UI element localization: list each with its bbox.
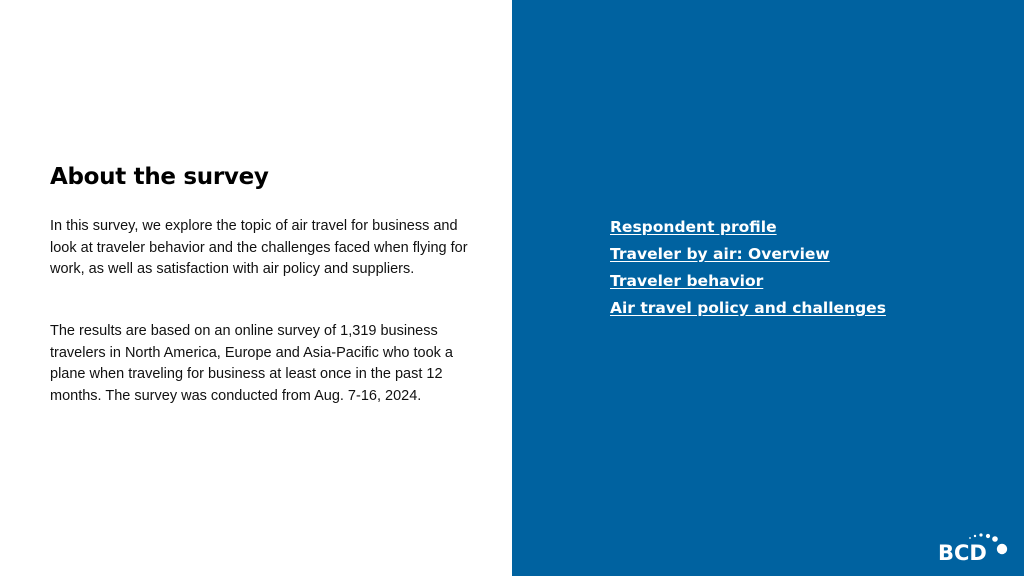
methodology-paragraph: The results are based on an online survey of 1,319 business travelers in North America, Europe and Asia-Pacific who took a plane when traveling for business at least once in the past 12 months. The survey was conducted from Aug. 7-16, 2024.	[50, 323, 453, 404]
section-link-item	[610, 272, 886, 299]
logo-text: BCD	[938, 541, 987, 562]
right-panel	[512, 0, 1024, 576]
link-air-travel-policy[interactable]: Air travel policy and challenges	[610, 299, 886, 317]
section-link-item	[610, 218, 886, 245]
intro-paragraph: In this survey, we explore the topic of air travel for business and look at traveler behavior and the challenges faced when flying for work, as well as satisfaction with air policy and suppliers.	[50, 218, 468, 277]
bcd-logo-icon	[938, 532, 1010, 562]
section-link-item	[610, 299, 886, 326]
link-traveler-by-air-overview[interactable]: Traveler by air: Overview	[610, 245, 830, 263]
section-links	[610, 218, 886, 326]
section-title: About the survey	[50, 164, 269, 190]
link-respondent-profile[interactable]: Respondent profile	[610, 218, 777, 236]
section-link-item	[610, 245, 886, 272]
link-traveler-behavior[interactable]: Traveler behavior	[610, 272, 764, 290]
